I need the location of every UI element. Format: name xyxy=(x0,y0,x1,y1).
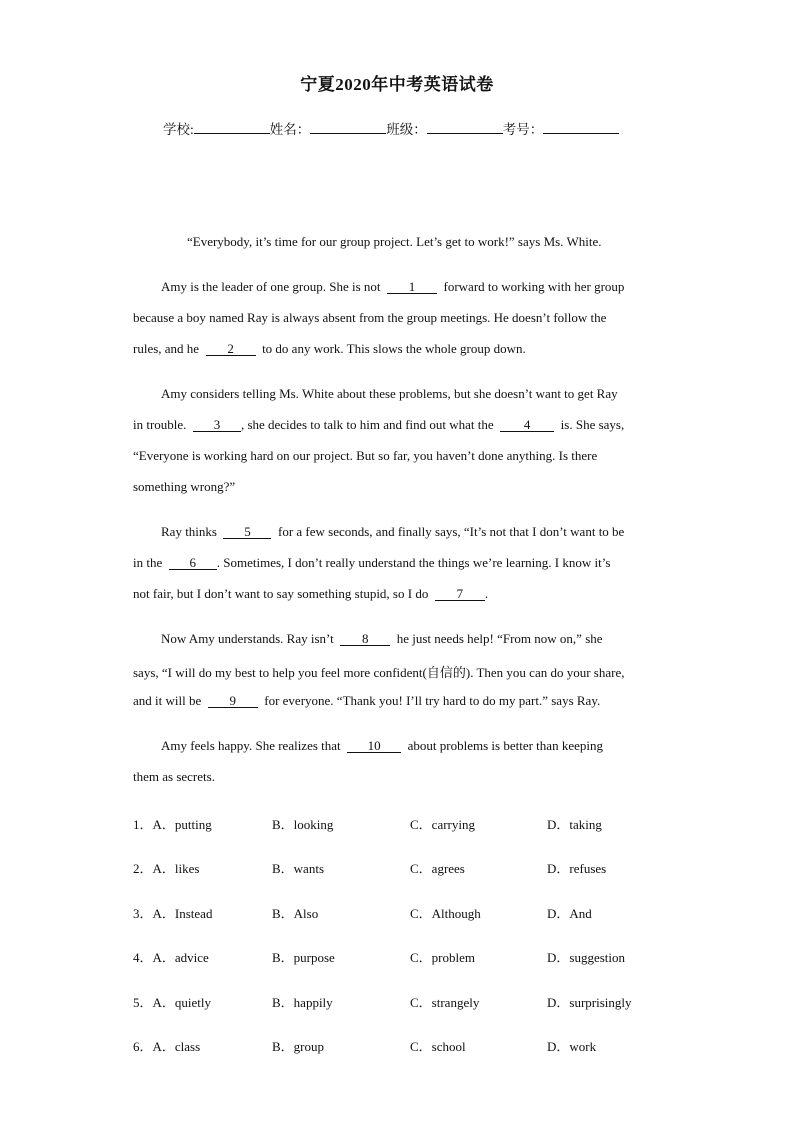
option-c[interactable]: C．school xyxy=(410,1039,466,1054)
option-a[interactable]: A．putting xyxy=(152,817,212,832)
passage-line: in the 6 . Sometimes, I don’t really understand the things we’re learning. I know it’s xyxy=(133,555,611,570)
exam-no-label: 考号： xyxy=(502,122,544,137)
option-c[interactable]: C．agrees xyxy=(410,861,465,876)
exam-no-blank[interactable] xyxy=(543,120,619,134)
passage-line: Amy considers telling Ms. White about these problems, but she doesn’t want to get Ray xyxy=(161,386,618,401)
question-number: 2． xyxy=(133,861,153,876)
blank-10[interactable]: 10 xyxy=(347,739,401,753)
blank-4[interactable]: 4 xyxy=(500,418,554,432)
question-number: 4． xyxy=(133,950,153,965)
name-blank[interactable] xyxy=(310,120,386,134)
blank-6[interactable]: 6 xyxy=(169,556,217,570)
passage-line: “Everyone is working hard on our project. But so far, you haven’t done anything. Is there xyxy=(133,448,598,463)
passage-line: not fair, but I don’t want to say something stupid, so I do 7 . xyxy=(133,586,489,601)
option-a[interactable]: A．Instead xyxy=(152,906,213,921)
name-label: 姓名： xyxy=(269,122,311,137)
option-c[interactable]: C．problem xyxy=(410,950,475,965)
option-a[interactable]: A．class xyxy=(152,1039,201,1054)
page-title: 宁夏2020年中考英语试卷 xyxy=(300,75,494,94)
option-d[interactable]: D．surprisingly xyxy=(547,995,632,1010)
option-b[interactable]: B．wants xyxy=(272,861,325,876)
option-d[interactable]: D．And xyxy=(547,906,592,921)
passage-line: in trouble. 3 , she decides to talk to him and find out what the 4 is. She says, xyxy=(133,417,625,432)
option-d[interactable]: D．refuses xyxy=(547,861,607,876)
option-c[interactable]: C．strangely xyxy=(410,995,480,1010)
blank-5[interactable]: 5 xyxy=(223,525,271,539)
passage-line: because a boy named Ray is always absent from the group meetings. He doesn’t follow the xyxy=(133,310,607,325)
blank-8[interactable]: 8 xyxy=(340,632,390,646)
option-a[interactable]: A．advice xyxy=(152,950,209,965)
option-a[interactable]: A．likes xyxy=(152,861,200,876)
passage-line: Amy feels happy. She realizes that 10 about problems is better than keeping xyxy=(161,738,603,753)
blank-2[interactable]: 2 xyxy=(206,342,256,356)
question-number: 1． xyxy=(133,817,153,832)
passage-line: Now Amy understands. Ray isn’t 8 he just needs help! “From now on,” she xyxy=(161,631,603,646)
option-b[interactable]: B．purpose xyxy=(272,950,335,965)
student-info-line xyxy=(163,118,619,138)
blank-1[interactable]: 1 xyxy=(387,280,437,294)
passage-line: “Everybody, it’s time for our group project. Let’s get to work!” says Ms. White. xyxy=(187,234,602,249)
option-b[interactable]: B．group xyxy=(272,1039,325,1054)
class-blank[interactable] xyxy=(427,120,503,134)
option-d[interactable]: D．suggestion xyxy=(547,950,626,965)
class-label: 班级： xyxy=(386,122,427,137)
option-a[interactable]: A．quietly xyxy=(152,995,212,1010)
option-c[interactable]: C．carrying xyxy=(410,817,475,832)
option-d[interactable]: D．work xyxy=(547,1039,597,1054)
option-b[interactable]: B．Also xyxy=(272,906,319,921)
passage-line: rules, and he 2 to do any work. This slows the whole group down. xyxy=(133,341,526,356)
school-blank[interactable] xyxy=(194,120,270,134)
passage-line: something wrong?” xyxy=(133,479,236,494)
question-number: 5． xyxy=(133,995,153,1010)
question-number: 6． xyxy=(133,1039,153,1054)
passage-line: Ray thinks 5 for a few seconds, and finally says, “It’s not that I don’t want to be xyxy=(161,524,625,539)
option-c[interactable]: C．Although xyxy=(410,906,481,921)
question-number: 3． xyxy=(133,906,153,921)
passage-line: Amy is the leader of one group. She is not 1 forward to working with her group xyxy=(161,279,625,294)
blank-7[interactable]: 7 xyxy=(435,587,485,601)
blank-9[interactable]: 9 xyxy=(208,694,258,708)
passage-line: them as secrets. xyxy=(133,769,215,784)
school-label: 学校: xyxy=(163,122,194,137)
option-d[interactable]: D．taking xyxy=(547,817,602,832)
passage-line: and it will be 9 for everyone. “Thank you! I’ll try hard to do my part.” says Ray. xyxy=(133,693,601,708)
option-b[interactable]: B．happily xyxy=(272,995,333,1010)
option-b[interactable]: B．looking xyxy=(272,817,334,832)
passage-line: says, “I will do my best to help you feel more confident(自信的). Then you can do your share, xyxy=(133,665,625,680)
blank-3[interactable]: 3 xyxy=(193,418,241,432)
